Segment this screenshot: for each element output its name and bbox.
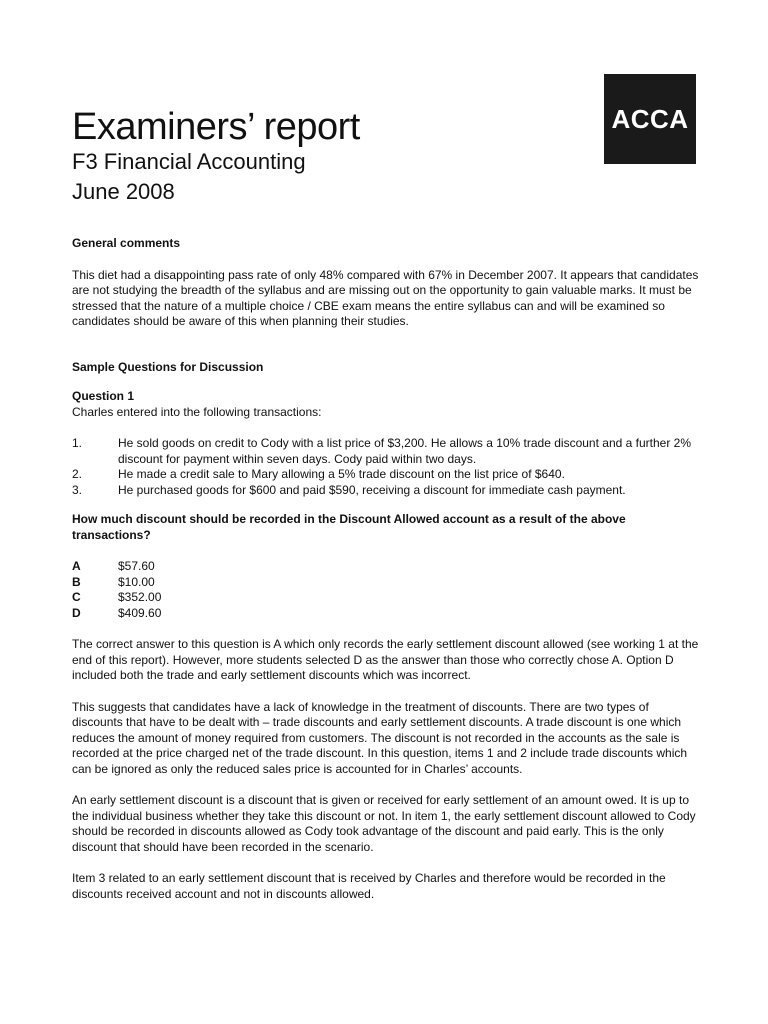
answer-options [72, 559, 702, 621]
acca-logo [604, 74, 696, 164]
item-number: 3. [72, 482, 83, 497]
question-1-prompt: How much discount should be recorded in the Discount Allowed account as a result of the above transactions? [72, 512, 626, 542]
early-settlement-paragraph: An early settlement discount is a discount that is given or received for early settlement of an amount owed. It is up to the individual business whether they take this discount or not. In item 1, the early settlement discount allowed to Cody should be recorded in discounts allowed as Cody took advantage of the discount and paid early. This is the only discount that should have been recorded in the scenario. [72, 793, 696, 854]
sample-questions-heading: Sample Questions for Discussion [72, 359, 264, 374]
item-number: 1. [72, 436, 83, 450]
report-subtitle: F3 Financial Accounting [72, 149, 306, 174]
discount-types-paragraph: This suggests that candidates have a lack of knowledge in the treatment of discounts. There are two types of discounts that have to be dealt with – trade discounts and early settlement discounts. A trade discount is one which reduces the amount of money required from customers. The discount is not recorded in the accounts as the sale is recorded at the price charged net of the trade discount. In this question, items 1 and 2 include trade discounts which can be ignored as only the reduced sales price is accounted for in Charles’ accounts. [72, 699, 688, 776]
answer-explanation: The correct answer to this question is A which only records the early settlement discount allowed (see working 1 at the end of this report). However, more students selected D as the answer than those who correctly chose A. Option D included both the trade and early settlement discounts which was incorrect. [72, 637, 699, 682]
item-3-paragraph: Item 3 related to an early settlement discount that is received by Charles and therefore would be recorded in the discounts received account and not in discounts allowed. [72, 871, 666, 901]
report-date: June 2008 [72, 179, 175, 204]
transaction-list [72, 436, 702, 498]
general-comments-heading: General comments [72, 236, 181, 250]
option-value: $57.60 [118, 559, 155, 573]
logo-text: ACCA [611, 103, 689, 134]
option-value: $10.00 [118, 574, 155, 589]
report-body [72, 236, 702, 902]
option-key: A [72, 559, 81, 573]
answer-option [72, 559, 702, 575]
item-number: 2. [72, 467, 83, 481]
report-title: Examiners’ report [72, 106, 360, 148]
item-text: He purchased goods for $600 and paid $590, receiving a discount for immediate cash payment. [118, 482, 626, 497]
list-item [72, 436, 702, 467]
option-key: D [72, 605, 81, 620]
item-text: He made a credit sale to Mary allowing a 5% trade discount on the list price of $640. [118, 467, 565, 481]
option-key: C [72, 590, 81, 604]
list-item [72, 467, 702, 483]
answer-option [72, 606, 702, 622]
item-text: He sold goods on credit to Cody with a list price of $3,200. He allows a 10% trade discount and a further 2% discount for payment within seven days. Cody paid within two days. [118, 436, 691, 466]
question-1-intro: Charles entered into the following transactions: [72, 404, 322, 419]
answer-option [72, 575, 702, 591]
option-value: $352.00 [118, 590, 162, 604]
option-key: B [72, 574, 81, 589]
answer-option [72, 590, 702, 606]
list-item [72, 483, 702, 499]
question-1-heading: Question 1 [72, 389, 135, 403]
option-value: $409.60 [118, 605, 162, 620]
general-comments-text: This diet had a disappointing pass rate of only 48% compared with 67% in December 2007. It appears that candidates are not studying the breadth of the syllabus and are missing out on the opportunity to gain valuable marks. It must be stressed that the nature of a multiple choice / CBE exam means the entire syllabus can and will be examined so candidates should be aware of this when planning their studies. [72, 267, 699, 328]
